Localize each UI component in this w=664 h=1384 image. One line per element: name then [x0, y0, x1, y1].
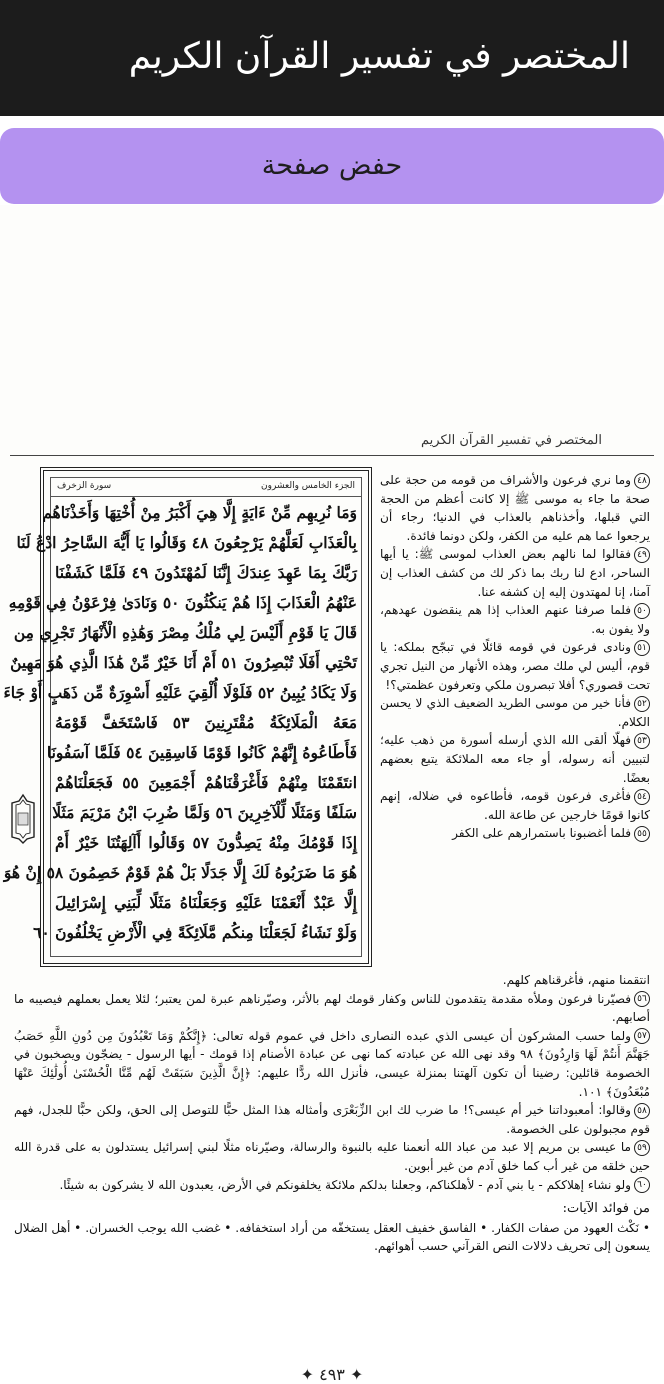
- mushaf-line: وَمَا نُرِيهِم مِّنْ ءَايَةٍ إِلَّا هِيَ أَكْبَرُ مِنْ أُخْتِهَا وَأَخَذْنَاهُم: [42, 503, 357, 522]
- verse-number-badge: ٥٦: [634, 991, 650, 1007]
- verse-number-badge: ٦٠: [634, 1177, 650, 1193]
- tafsir-text: ولو نشاء إهلاككم - يا بني آدم - لأهلكناكم، وجعلنا بدلكم ملائكة يخلفونكم في الأرض، يعبدون الله لا يشركون به شيئًا.: [59, 1177, 631, 1192]
- juz-name: الجزء الخامس والعشرون: [261, 481, 355, 491]
- hizb-marker-icon: [8, 793, 38, 845]
- benefits-title: من فوائد الآيات:: [562, 1201, 650, 1217]
- verse-number-badge: ٤٨: [634, 473, 650, 489]
- tafsir-paragraph: [380, 471, 650, 545]
- verse-number-badge: ٥٠: [634, 603, 650, 619]
- mushaf-line: تَحْتِي أَفَلَا تُبْصِرُونَ ٥١ أَمْ أَنَا خَيْرٌ مِّنْ هَٰذَا الَّذِي هُوَ مَهِينٌ: [10, 653, 357, 672]
- verse-number-badge: ٥٥: [634, 826, 650, 842]
- mushaf-line: رَبَّكَ بِمَا عَهِدَ عِندَكَ إِنَّنَا لَمُهْتَدُونَ ٤٩ فَلَمَّا كَشَفْنَا: [55, 563, 357, 582]
- tafsir-paragraph: [380, 545, 650, 601]
- verse-number-badge: ٥١: [634, 640, 650, 656]
- tafsir-text: فأنا خير من موسى الطريد الضعيف الذي لا يحسن الكلام.: [380, 696, 650, 729]
- tafsir-text: وما نري فرعون والأشراف من قومه من حجة على صحة ما جاء به موسى ﷺ إلا كانت أعظم من الحجة التي قبلها، وأخذناهم بالعذاب في الدنيا؛ رجاء أن يرجعوا عما هم عليه من الكفر، ولكن دونما فائدة.: [380, 473, 650, 543]
- mushaf-line: إِذَا قَوْمُكَ مِنْهُ يَصِدُّونَ ٥٧ وَقَالُوا أَآلِهَتُنَا خَيْرٌ أَمْ: [55, 833, 358, 852]
- mushaf-line: هُوَ مَا ضَرَبُوهُ لَكَ إِلَّا جَدَلًا بَلْ هُمْ قَوْمٌ خَصِمُونَ ٥٨ إِنْ هُوَ: [3, 863, 357, 882]
- tafsir-text: فصيّرنا فرعون وملأه مقدمة يتقدمون للناس وكفار قومك لهم بالأثر، وصيّرناهم عبرة لمن يعتبر؛ لئلا يعمل بعملهم فيصيبه ما أصابهم.: [14, 991, 650, 1025]
- tafsir-text: فأغرى فرعون قومه، فأطاعوه في ضلاله، إنهم كانوا قومًا خارجين عن طاعة الله.: [380, 789, 650, 822]
- benefits-text: • نَكْث العهود من صفات الكفار. • الفاسق خفيف العقل يستخفّه من أراد استخفافه. • غضب الله يوجب الخسران. • أهل الضلال يسعون إلى تحريف دلالات النص القرآني حسب أهوائهم.: [14, 1220, 650, 1254]
- verse-number-badge: ٥٤: [634, 789, 650, 805]
- tafsir-paragraph: [14, 971, 650, 990]
- mushaf-line: انتَقَمْنَا مِنْهُمْ فَأَغْرَقْنَاهُمْ أَجْمَعِينَ ٥٥ فَجَعَلْنَاهُمْ: [55, 773, 357, 792]
- mushaf-line: سَلَفًا وَمَثَلًا لِّلْآخِرِينَ ٥٦ وَلَمَّا ضُرِبَ ابْنُ مَرْيَمَ مَثَلًا: [52, 803, 357, 822]
- app-bar: [0, 0, 664, 116]
- mushaf-page-scan[interactable]: [0, 205, 664, 1384]
- header-rule: [10, 455, 654, 456]
- tafsir-full-width: [14, 971, 650, 1256]
- tafsir-text: فقالوا لما نالهم بعض العذاب لموسى ﷺ: يا أيها الساحر، ادع لنا ربك بما ذكر لك من كشف العذاب إن آمنا، إنا لمهتدون إليه إن كشفه عنا.: [380, 547, 650, 599]
- tafsir-text: ولما حسب المشركون أن عيسى الذي عبده النصارى داخل في عموم قوله تعالى: ﴿إِنَّكُمْ وَمَا تَعْبُدُونَ مِن دُونِ اللَّهِ حَصَبُ جَهَنَّمَ أَنتُمْ لَهَا وَارِدُونَ﴾ ٩٨ وقد نهى الله عن عبادته كما نهى عن عبادة الأصنام إذا قومك - أيها الرسول - يضجّون ويصخبون في الخصومة قائلين: رضينا أن تكون آلهتنا بمنزلة عيسى، فأنزل الله ردًّا عليهم: ﴿إِنَّ الَّذِينَ سَبَقَتْ لَهُم مِّنَّا الْحُسْنَىٰ أُولَٰئِكَ عَنْهَا مُبْعَدُونَ﴾ ١٠١.: [14, 1028, 650, 1099]
- mushaf-line: قَالَ يَا قَوْمِ أَلَيْسَ لِي مُلْكُ مِصْرَ وَهَٰذِهِ الْأَنْهَارُ تَجْرِي مِن: [13, 623, 357, 642]
- save-page-label: حفض صفحة: [261, 150, 403, 181]
- tafsir-paragraph: [380, 787, 650, 824]
- mushaf-line: فَأَطَاعُوهُ إِنَّهُمْ كَانُوا قَوْمًا فَاسِقِينَ ٥٤ فَلَمَّا آسَفُونَا: [46, 743, 357, 762]
- running-head: المختصر في تفسير القرآن الكريم: [421, 433, 602, 448]
- page-number: ✦ ٤٩٣ ✦: [300, 1365, 364, 1384]
- mushaf-line: مَعَهُ الْمَلَائِكَةُ مُقْتَرِنِينَ ٥٣ فَاسْتَخَفَّ قَوْمَهُ: [55, 713, 357, 732]
- tafsir-paragraph: [14, 990, 650, 1027]
- mushaf-header: [51, 478, 361, 497]
- verse-number-badge: ٥٨: [634, 1103, 650, 1119]
- mushaf-line: وَلَوْ نَشَاءُ لَجَعَلْنَا مِنكُم مَّلَائِكَةً فِي الْأَرْضِ يَخْلُفُونَ ٦٠: [33, 923, 357, 942]
- mushaf-inner-frame: [3, 477, 362, 957]
- tafsir-text: ونادى فرعون في قومه قائلًا في تبجّح بملكه: يا قوم، أليس لي ملك مصر، وهذه الأنهار من النيل تجري تحت قصوري؟ أفلا تبصرون ملكي وتعرفون عظمتي؟!: [380, 640, 650, 692]
- mushaf-line: وَلَا يَكَادُ يُبِينُ ٥٢ فَلَوْلَا أُلْقِيَ عَلَيْهِ أَسْوِرَةٌ مِّن ذَهَبٍ أَوْ جَاءَ: [3, 683, 357, 702]
- tafsir-paragraph: [380, 694, 650, 731]
- save-page-button[interactable]: [0, 128, 664, 204]
- verse-number-badge: ٥٧: [634, 1028, 650, 1044]
- tafsir-paragraph: [14, 1138, 650, 1175]
- tafsir-paragraph: [14, 1027, 650, 1101]
- tafsir-text: ما عيسى بن مريم إلا عبد من عباد الله أنعمنا عليه بالنبوة والرسالة، وصيّرناه مثلًا لبني إسرائيل يستدلون به على قدرة الله حين خلقه من غير أب كما خلق آدم من غير أبوين.: [14, 1140, 650, 1173]
- tafsir-paragraph: [14, 1101, 650, 1138]
- quran-text: [3, 498, 358, 954]
- surah-name: سورة الزخرف: [57, 481, 112, 491]
- verse-number-badge: ٥٣: [634, 733, 650, 749]
- mushaf-line: عَنْهُمُ الْعَذَابَ إِذَا هُمْ يَنكُثُونَ ٥٠ وَنَادَىٰ فِرْعَوْنُ فِي قَوْمِهِ: [8, 593, 357, 612]
- tafsir-text: فهلّا ألقى الله الذي أرسله أسورة من ذهب عليه؛ لتبيين أنه رسوله، أو جاء معه الملائكة يتبع بعضهم بعضًا.: [380, 733, 650, 785]
- mushaf-line: إِلَّا عَبْدٌ أَنْعَمْنَا عَلَيْهِ وَجَعَلْنَاهُ مَثَلًا لِّبَنِي إِسْرَائِيلَ: [55, 893, 357, 912]
- page-number-value: ٤٩٣: [319, 1365, 345, 1384]
- tafsir-text: وقالوا: أمعبوداتنا خير أم عيسى؟! ما ضرب لك ابن الزِّبَعْرَى وأمثاله هذا المثل حبًّا للتوصل إلى الحق، ولكن حبًّا للجدل، فهم قوم مجبولون على الخصومة.: [14, 1103, 650, 1136]
- verse-number-badge: ٤٩: [634, 547, 650, 563]
- mushaf-line: بِالْعَذَابِ لَعَلَّهُمْ يَرْجِعُونَ ٤٨ وَقَالُوا يَا أَيُّهَ السَّاحِرُ ادْعُ لَنَا: [16, 533, 357, 552]
- tafsir-text: فلما أغضبونا باستمرارهم على الكفر: [452, 826, 631, 841]
- verse-number-badge: ٥٢: [634, 696, 650, 712]
- tafsir-text: فلما صرفنا عنهم العذاب إذا هم ينقضون عهدهم، ولا يفون به.: [380, 603, 650, 636]
- tafsir-paragraph: [380, 824, 650, 843]
- tafsir-paragraph: [14, 1176, 650, 1195]
- mushaf-frame: [3, 467, 372, 967]
- tafsir-side-column: [380, 471, 650, 843]
- verse-number-badge: ٥٩: [634, 1140, 650, 1156]
- tafsir-paragraph: [380, 731, 650, 787]
- tafsir-paragraph: [380, 601, 650, 638]
- app-title: المختصر في تفسير القرآن الكريم: [128, 36, 630, 77]
- tafsir-text: انتقمنا منهم، فأغرقناهم كلهم.: [502, 973, 650, 987]
- tafsir-paragraph: [380, 638, 650, 694]
